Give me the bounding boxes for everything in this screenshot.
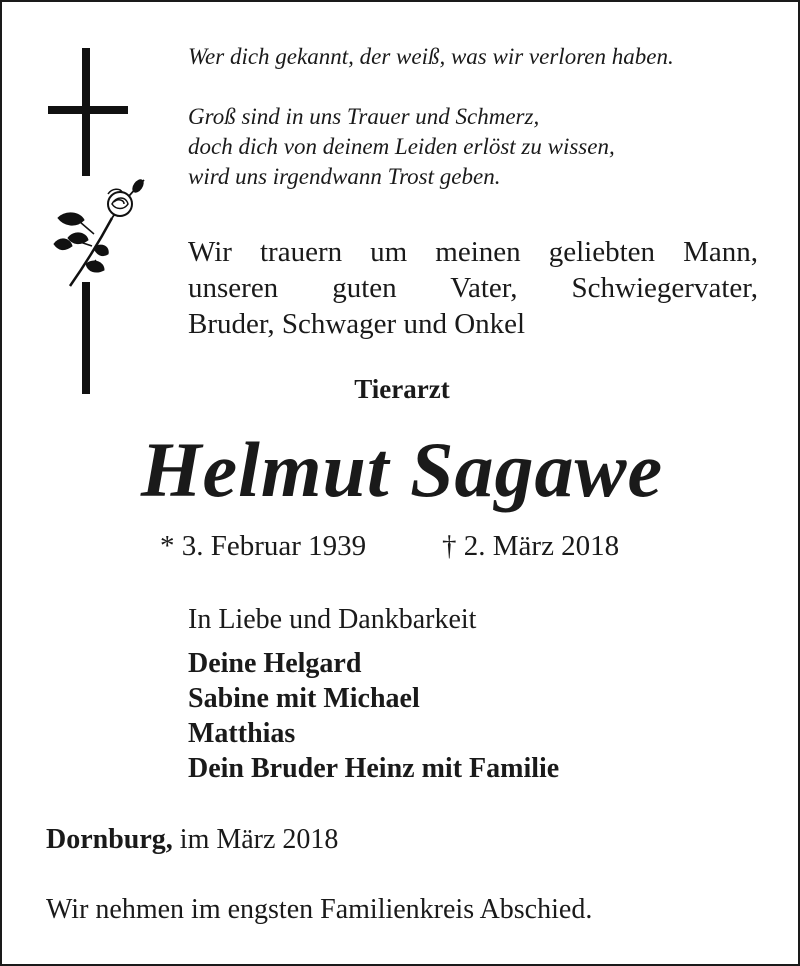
poem-line: Wer dich gekannt, der weiß, was wir verloren haben.	[188, 44, 674, 69]
family-member: Matthias	[188, 718, 296, 749]
poem-line: doch dich von deinem Leiden erlöst zu wissen,	[188, 134, 615, 159]
family-list	[188, 646, 559, 786]
family-member: Dein Bruder Heinz mit Familie	[188, 753, 560, 784]
place-town: Dornburg,	[46, 824, 173, 855]
intro-line: Wir trauern um meinen geliebten Mann,	[188, 236, 758, 268]
deceased-title: Tierarzt	[354, 374, 450, 404]
love-line: In Liebe und Dankbarkeit	[188, 604, 477, 635]
mourning-intro	[188, 234, 758, 342]
family-member: Sabine mit Michael	[188, 683, 420, 714]
poem-line: wird uns irgendwann Trost geben.	[188, 164, 501, 189]
place-month: im März 2018	[179, 824, 339, 855]
family-member: Deine Helgard	[188, 648, 362, 679]
intro-line: Bruder, Schwager und Onkel	[188, 308, 526, 340]
poem	[188, 42, 768, 192]
deceased-name: Helmut Sagawe	[140, 426, 664, 513]
death-date: † 2. März 2018	[442, 530, 620, 562]
rose-icon	[50, 174, 150, 292]
birth-date: * 3. Februar 1939	[160, 530, 367, 562]
intro-line: unseren guten Vater, Schwiegervater,	[188, 272, 758, 304]
poem-line: Groß sind in uns Trauer und Schmerz,	[188, 104, 540, 129]
place-date	[46, 824, 338, 856]
farewell-note: Wir nehmen im engsten Familienkreis Abschied.	[46, 894, 593, 925]
